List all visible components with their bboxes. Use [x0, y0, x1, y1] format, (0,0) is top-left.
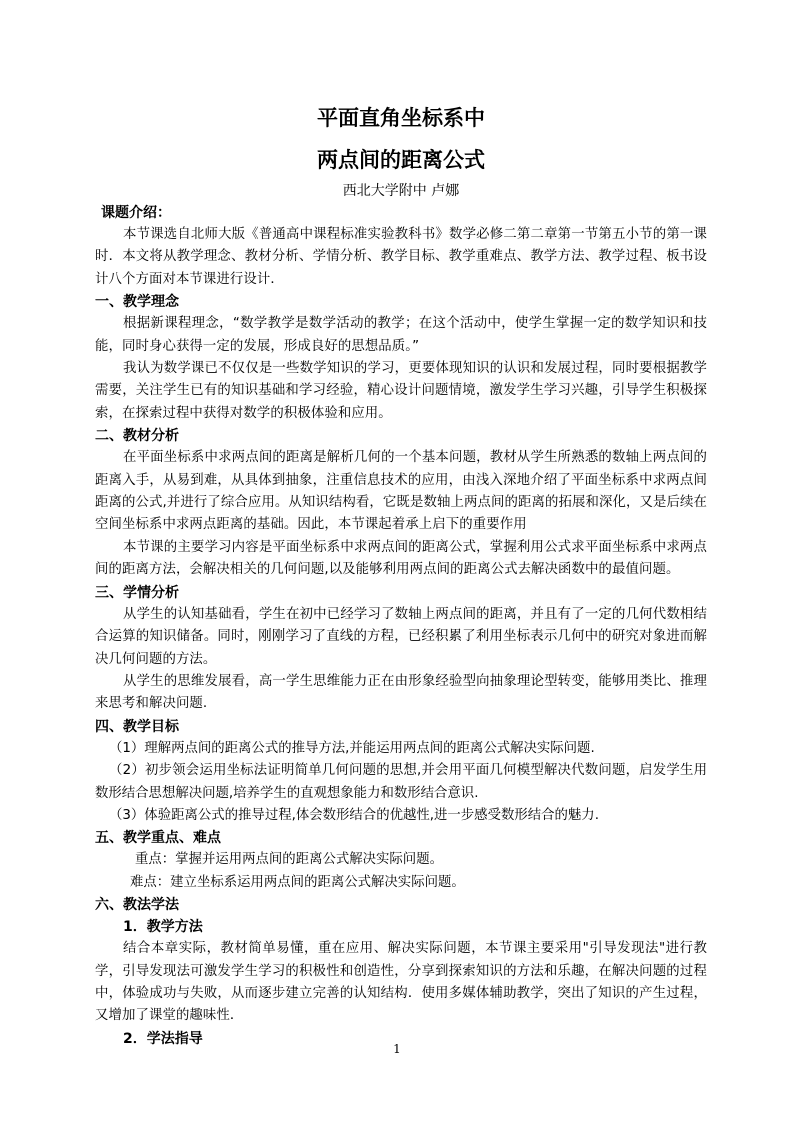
- section-heading-methods: 六、教法学法: [95, 897, 179, 914]
- author-line: 西北大学附中 卢娜: [342, 183, 460, 199]
- page-title-line2: 两点间的距离公式: [317, 147, 485, 172]
- section-heading-textbook: 二、教材分析: [95, 428, 179, 445]
- intro-paragraph: 本节课选自北师大版《普通高中课程标准实验教科书》数学必修二第二章第一节第五小节的第一课时．本文将从教学理念、教材分析、学情分析、教学目标、教学重难点、教学方法、教学过程、板书设计八个方面对本节课进行设计．: [95, 227, 707, 287]
- teaching-method-paragraph: 结合本章实际，教材简单易懂，重在应用、解决实际问题，本节课主要采用"引导发现法"进行教学，引导发现法可激发学生学习的积极性和创造性，分享到探索知识的方法和乐趣，在解决问题的过程中，体验成功与失败，从而逐步建立完善的认知结构．使用多媒体辅助教学，突出了知识的产生过程，又增加了课堂的趣味性．: [95, 941, 707, 1024]
- subheading-learning-guide: 2．学法指导: [123, 1030, 203, 1047]
- goal-item-1: （1）理解两点间的距离公式的推导方法,并能运用两点间的距离公式解决实际问题.: [109, 740, 595, 756]
- goal-item-2: （2）初步领会运用坐标法证明简单几何问题的思想,并会用平面几何模型解决代数问题，启发学生用数形结合思想解决问题,培养学生的直观想象能力和数形结合意识.: [95, 763, 707, 801]
- document-content: [95, 100, 707, 1050]
- page-title-line1: 平面直角坐标系中: [317, 105, 485, 130]
- students-paragraph-2: 从学生的思维发展看，高一学生思维能力正在由形象经验型向抽象理论型转变，能够用类比、推理来思考和解决问题.: [95, 673, 707, 712]
- difficulty-line: 难点：建立坐标系运用两点间的距离公式解决实际问题。: [130, 874, 465, 890]
- intro-heading: 课题介绍：: [101, 205, 171, 221]
- section-heading-key-points: 五、教学重点、难点: [95, 830, 221, 847]
- section-heading-philosophy: 一、教学理念: [95, 294, 179, 311]
- textbook-paragraph-1: 在平面坐标系中求两点间的距离是解析几何的一个基本问题，教材从学生所熟悉的数轴上两点间的距离入手，从易到难，从具体到抽象，注重信息技术的应用，由浅入深地介绍了平面坐标系中求两点间距离的公式,并进行了综合应用。从知识结构看，它既是数轴上两点间的距离的拓展和深化，又是后续在空间坐标系中求两点距离的基础。因此，本节课起着承上启下的重要作用: [95, 450, 707, 533]
- philosophy-paragraph-1: 根据新课程理念，“数学教学是数学活动的教学；在这个活动中，使学生掌握一定的数学知识和技能，同时身心获得一定的发展，形成良好的思想品质。”: [95, 316, 707, 354]
- section-heading-students: 三、学情分析: [95, 584, 179, 601]
- section-heading-goals: 四、教学目标: [95, 718, 179, 735]
- key-point-line: 重点：掌握并运用两点间的距离公式解决实际问题。: [135, 852, 443, 868]
- philosophy-paragraph-2: 我认为数学课已不仅仅是一些数学知识的学习，更要体现知识的认识和发展过程，同时要根据教学需要，关注学生已有的知识基础和学习经验，精心设计问题情境，激发学生学习兴趣，引导学生积极探索，在探索过程中获得对数学的积极体验和应用。: [95, 361, 707, 421]
- textbook-paragraph-2: 本节课的主要学习内容是平面坐标系中求两点间的距离公式，掌握利用公式求平面坐标系中求两点间的距离方法，会解决相关的几何问题,以及能够利用两点间的距离公式去解决函数中的最值问题。: [95, 539, 707, 578]
- page-number: 1: [393, 1042, 401, 1056]
- goal-item-3: （3）体验距离公式的推导过程,体会数形结合的优越性,进一步感受数形结合的魅力.: [109, 807, 599, 823]
- students-paragraph-1: 从学生的认知基础看，学生在初中已经学习了数轴上两点间的距离，并且有了一定的几何代数相结合运算的知识储备。同时，刚刚学习了直线的方程，已经积累了利用坐标表示几何中的研究对象进而解决几何问题的方法。: [95, 606, 707, 667]
- subheading-teaching-method: 1．教学方法: [123, 919, 203, 936]
